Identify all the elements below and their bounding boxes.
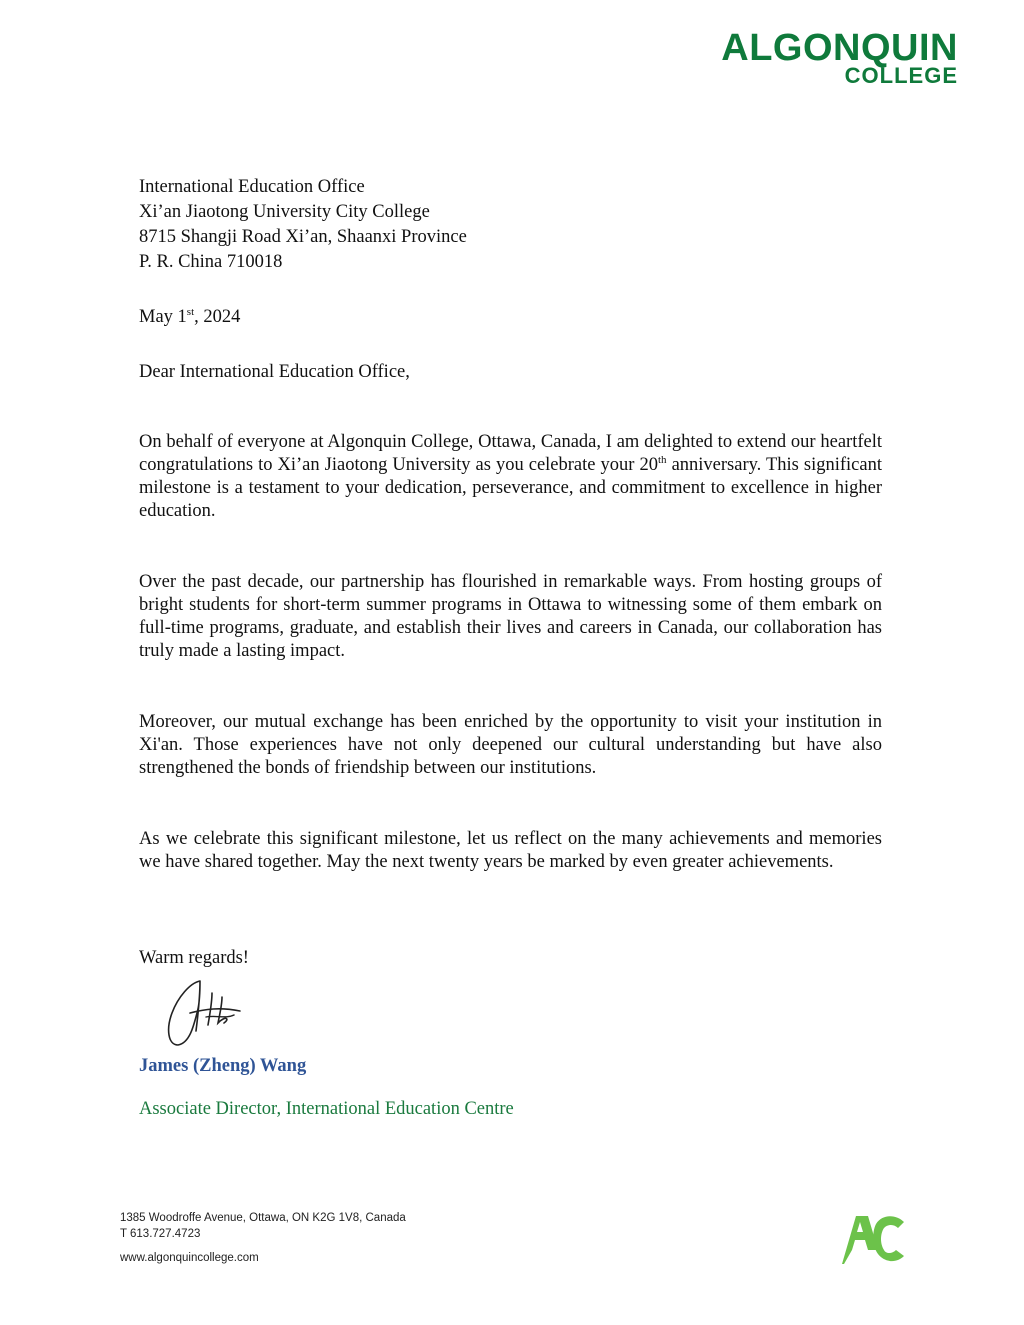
signer-name: James (Zheng) Wang — [139, 1056, 307, 1076]
closing: Warm regards! — [139, 948, 249, 968]
paragraph-exchange: Moreover, our mutual exchange has been enriched by the opportunity to visit your institution in Xi'an. Those experiences have not only deepened our cultural understanding but have also strengthened the bonds of friendship between our institutions. — [139, 712, 882, 778]
recipient-line: International Education Office — [139, 177, 365, 197]
algonquin-college-logo — [721, 27, 958, 88]
paragraph-partnership: Over the past decade, our partnership has flourished in remarkable ways. From hosting groups of bright students for short-term summer programs in Ottawa to witnessing some of them embark on full-time programs, graduate, and establish their lives and careers in Canada, our collaboration has truly made a lasting impact. — [139, 572, 882, 661]
letter-date: May 1st, 2024 — [139, 306, 241, 328]
recipient-address — [139, 175, 467, 275]
footer-contact — [120, 1210, 406, 1266]
logo-wordmark: ALGONQUIN — [721, 27, 958, 69]
paragraph-congratulations: On behalf of everyone at Algonquin College, Ottawa, Canada, I am delighted to extend our heartfelt congratulations to Xi’an Jiaotong University as you celebrate your 20th anniversary. This significant milestone is a testament to your dedication, perseverance, and commitment to excellence in higher education. — [139, 432, 882, 521]
salutation: Dear International Education Office, — [139, 362, 410, 382]
footer-address: 1385 Woodroffe Avenue, Ottawa, ON K2G 1V8, Canada — [120, 1212, 406, 1224]
signer-title: Associate Director, International Education Centre — [139, 1099, 514, 1119]
logo-subtitle: COLLEGE — [844, 63, 958, 88]
paragraph-milestone: As we celebrate this significant milestone, let us reflect on the many achievements and memories we have shared together. May the next twenty years be marked by even greater achievements. — [139, 829, 882, 872]
footer-phone: T 613.727.4723 — [120, 1228, 201, 1240]
recipient-line: 8715 Shangji Road Xi’an, Shaanxi Province — [139, 227, 467, 247]
recipient-line: P. R. China 710018 — [139, 252, 283, 272]
handwritten-signature — [160, 975, 250, 1053]
ac-logo-icon — [838, 1212, 908, 1266]
recipient-line: Xi’an Jiaotong University City College — [139, 202, 430, 222]
footer-website: www.algonquincollege.com — [120, 1252, 259, 1264]
